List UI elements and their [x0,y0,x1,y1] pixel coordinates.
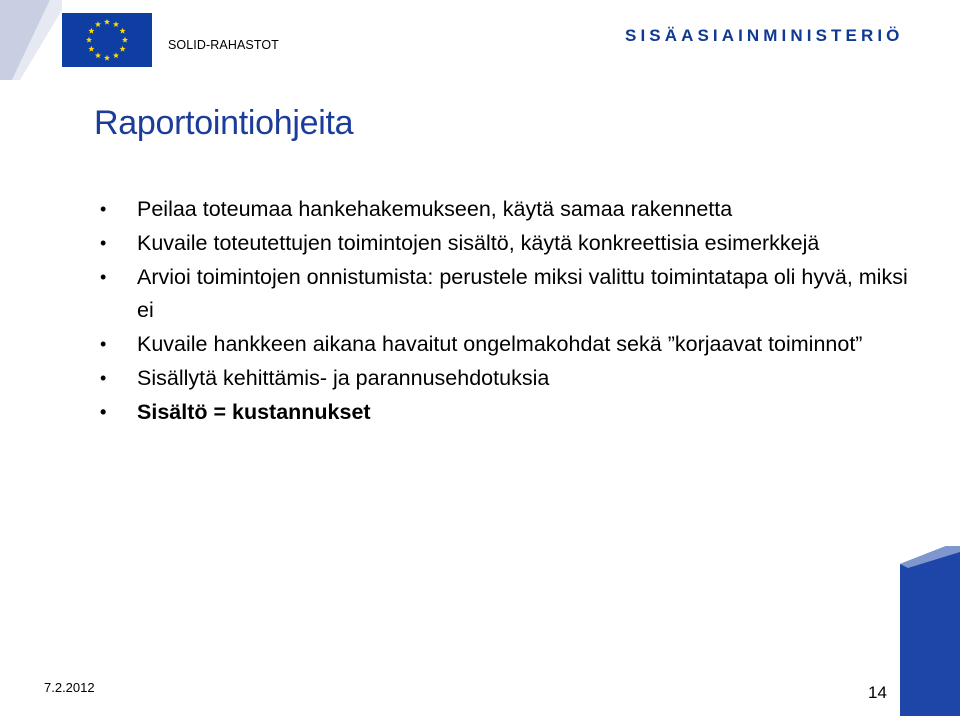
bullet-dot-icon: • [100,199,107,219]
bullet-dot-icon: • [100,334,107,354]
bullet-text: Arvioi toimintojen onnistumista: perustele miksi valittu toimintatapa oli hyvä, miksi ei [137,265,908,322]
bullet-item [100,193,920,226]
eu-stars-icon [62,13,152,67]
bullet-item [100,261,920,327]
eu-star-icon [104,55,110,61]
eu-star-icon [88,28,94,34]
bullet-item [100,328,920,361]
bullet-dot-icon: • [100,368,107,388]
bullet-text: Kuvaile toteutettujen toimintojen sisältö, käytä konkreettisia esimerkkejä [137,231,820,255]
eu-flag-logo [62,13,152,67]
bullet-dot-icon: • [100,267,107,287]
bullet-text: Peilaa toteumaa hankehakemukseen, käytä samaa rakennetta [137,197,733,221]
ministry-name: SISÄASIAINMINISTERIÖ [625,26,904,45]
bullet-text: Sisällytä kehittämis- ja parannusehdotuksia [137,366,550,390]
slide-title: Raportointiohjeita [94,104,354,142]
bullet-item [100,396,920,429]
eu-star-icon [113,21,119,27]
eu-star-icon [104,19,110,25]
bullet-dot-icon: • [100,402,107,422]
corner-decoration-top-left [0,0,62,80]
bullet-list [100,193,920,430]
eu-star-icon [86,37,92,43]
eu-star-icon [95,52,101,58]
eu-star-icon [120,28,126,34]
eu-star-icon [113,52,119,58]
eu-star-icon [95,21,101,27]
bullet-item [100,227,920,260]
page-number: 14 [868,683,887,702]
corner-decoration-bottom-right [900,546,960,716]
bullet-text: Sisältö = kustannukset [137,400,371,424]
slide-date: 7.2.2012 [44,680,95,695]
bullet-dot-icon: • [100,233,107,253]
eu-star-icon [120,46,126,52]
eu-star-icon [122,37,128,43]
bullet-text: Kuvaile hankkeen aikana havaitut ongelmakohdat sekä ”korjaavat toiminnot” [137,332,863,356]
bullet-item [100,362,920,395]
eu-star-icon [88,46,94,52]
fund-label: SOLID-RAHASTOT [168,38,279,52]
